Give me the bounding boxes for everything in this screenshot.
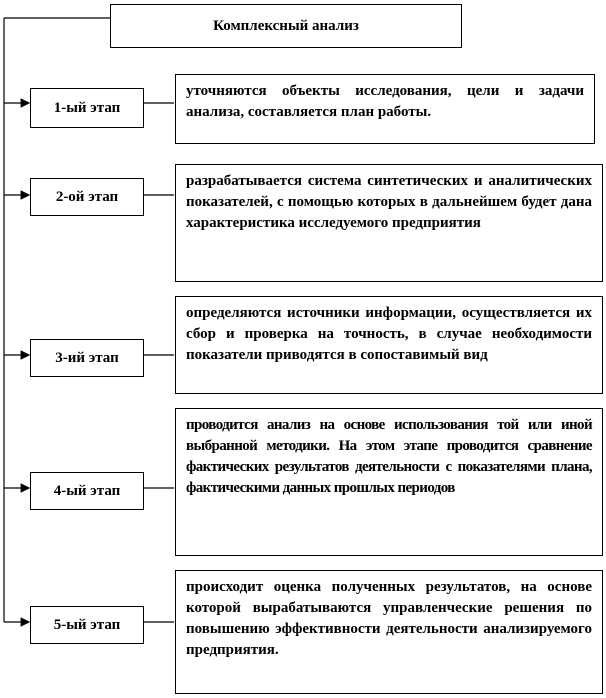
stage-3-label: 3-ий этап (30, 339, 144, 377)
stage-5-description: происходит оценка полученных результатов, на основе которой вырабатываются управленческие решения по повышению эффективности деятельности анализируемого предприятия. (175, 570, 603, 694)
stage-4-label: 4-ый этап (30, 472, 144, 510)
stage-4-description: проводится анализ на основе использования той или иной выбранной методики. На этом этапе проводится сравнение фактических результатов деятельности с показателями плана, фактическими данных прошлых периодов (175, 408, 603, 556)
stage-3-description: определяются источники информации, осуществляется их сбор и проверка на точность, в случае необходимости показатели приводятся в сопоставимый вид (175, 296, 603, 394)
stage-1-description: уточняются объекты исследования, цели и задачи анализа, составляется план работы. (175, 74, 595, 144)
stage-2-description: разрабатывается система синтетических и аналитических показателей, с помощью которых в дальнейшем будет дана характеристика исследуемого предприятия (175, 164, 603, 282)
stage-5-label: 5-ый этап (30, 606, 144, 644)
stage-2-label: 2-ой этап (30, 178, 144, 216)
stage-1-label: 1-ый этап (30, 88, 144, 128)
diagram-title: Комплексный анализ (110, 4, 462, 48)
